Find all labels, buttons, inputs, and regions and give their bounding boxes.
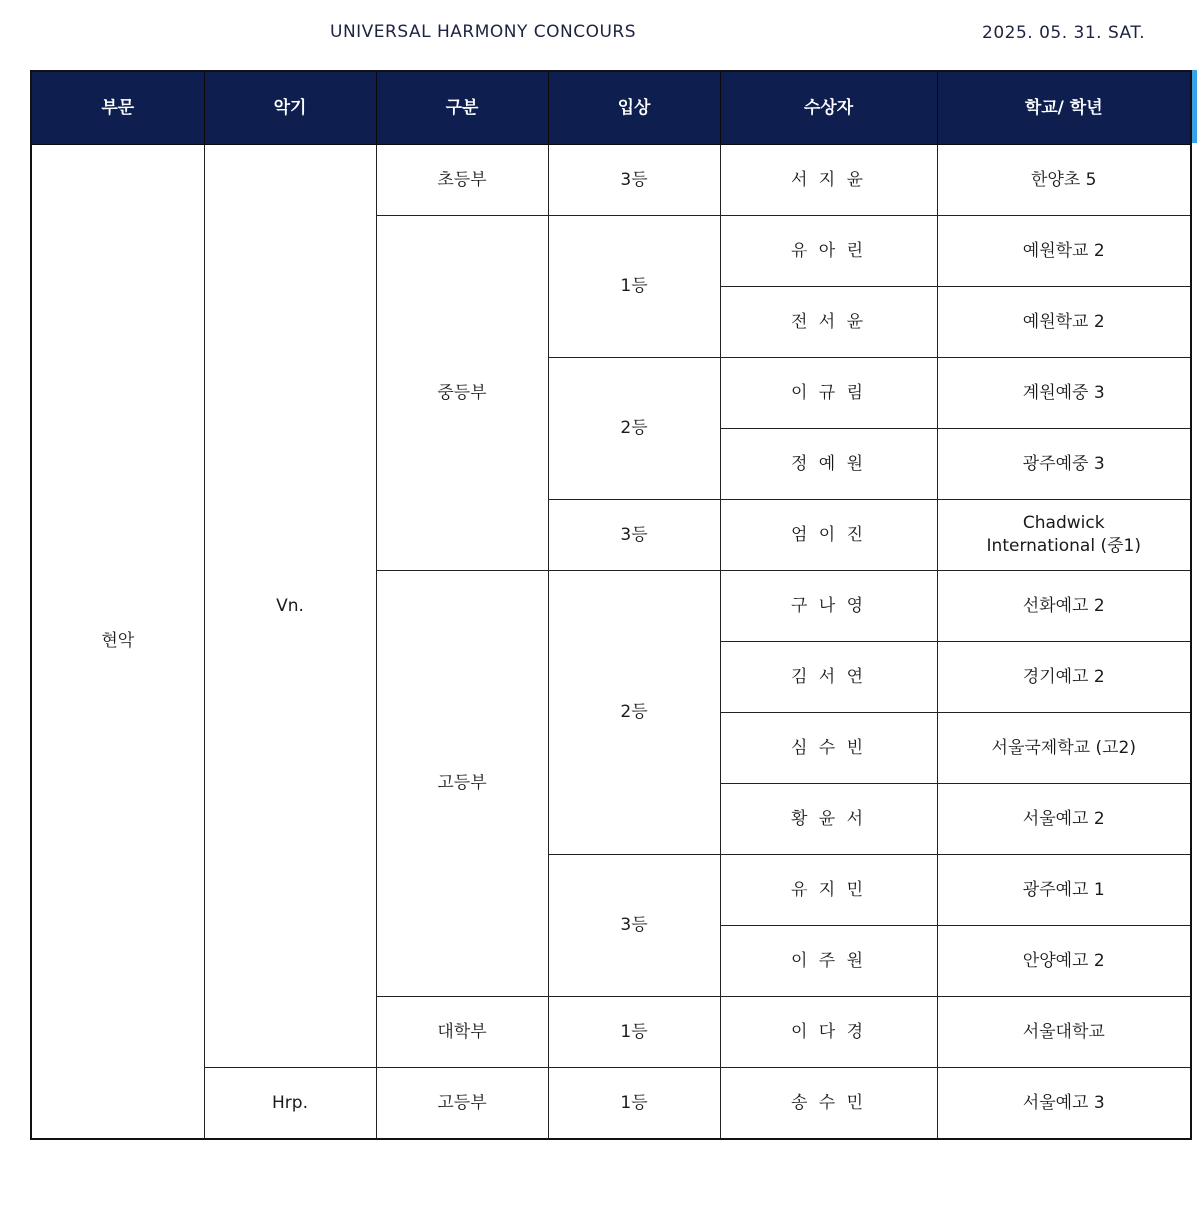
winner-cell: 전 서 윤 [720, 287, 937, 358]
instrument-cell-harp: Hrp. [204, 1068, 376, 1140]
header-category: 구분 [376, 71, 548, 145]
school-line: International (중1) [986, 536, 1141, 556]
award-cell: 3등 [548, 145, 720, 216]
award-cell: 2등 [548, 358, 720, 500]
award-cell: 2등 [548, 571, 720, 855]
category-cell: 대학부 [376, 997, 548, 1068]
school-cell: 서울대학교 [937, 997, 1191, 1068]
winner-cell: 심 수 빈 [720, 713, 937, 784]
header-school-grade: 학교/ 학년 [937, 71, 1191, 145]
winner-cell: 서 지 윤 [720, 145, 937, 216]
school-cell: 한양초 5 [937, 145, 1191, 216]
header-award: 입상 [548, 71, 720, 145]
winner-cell: 유 아 린 [720, 216, 937, 287]
school-cell: 광주예고 1 [937, 855, 1191, 926]
division-cell: 현악 [31, 145, 204, 1140]
header-winner: 수상자 [720, 71, 937, 145]
winner-cell: 이 주 원 [720, 926, 937, 997]
award-cell: 1등 [548, 216, 720, 358]
school-cell: 경기예고 2 [937, 642, 1191, 713]
award-cell: 3등 [548, 855, 720, 997]
award-cell: 1등 [548, 1068, 720, 1140]
school-cell: 서울예고 2 [937, 784, 1191, 855]
school-cell: 서울국제학교 (고2) [937, 713, 1191, 784]
school-line: Chadwick [1022, 513, 1105, 533]
table-row [31, 145, 1191, 216]
winner-cell: 엄 이 진 [720, 500, 937, 571]
school-cell: 선화예고 2 [937, 571, 1191, 642]
category-cell: 중등부 [376, 216, 548, 571]
winner-cell: 이 다 경 [720, 997, 937, 1068]
award-cell: 1등 [548, 997, 720, 1068]
school-cell: 안양예고 2 [937, 926, 1191, 997]
results-table [30, 70, 1192, 1140]
table-header-row [31, 71, 1191, 145]
school-cell: 예원학교 2 [937, 287, 1191, 358]
award-cell: 3등 [548, 500, 720, 571]
instrument-cell-violin: Vn. [204, 145, 376, 1068]
header-division: 부문 [31, 71, 204, 145]
table-row [31, 1068, 1191, 1140]
event-date: 2025. 05. 31. SAT. [982, 23, 1146, 43]
header-instrument: 악기 [204, 71, 376, 145]
school-cell: 계원예중 3 [937, 358, 1191, 429]
winner-cell: 구 나 영 [720, 571, 937, 642]
school-cell: 예원학교 2 [937, 216, 1191, 287]
winner-cell: 김 서 연 [720, 642, 937, 713]
school-cell [937, 500, 1191, 571]
category-cell: 초등부 [376, 145, 548, 216]
document-title: UNIVERSAL HARMONY CONCOURS [330, 22, 637, 42]
school-cell: 광주예중 3 [937, 429, 1191, 500]
winner-cell: 유 지 민 [720, 855, 937, 926]
winner-cell: 정 예 원 [720, 429, 937, 500]
winner-cell: 송 수 민 [720, 1068, 937, 1140]
category-cell: 고등부 [376, 1068, 548, 1140]
school-cell: 서울예고 3 [937, 1068, 1191, 1140]
winner-cell: 황 윤 서 [720, 784, 937, 855]
winner-cell: 이 규 림 [720, 358, 937, 429]
category-cell: 고등부 [376, 571, 548, 997]
